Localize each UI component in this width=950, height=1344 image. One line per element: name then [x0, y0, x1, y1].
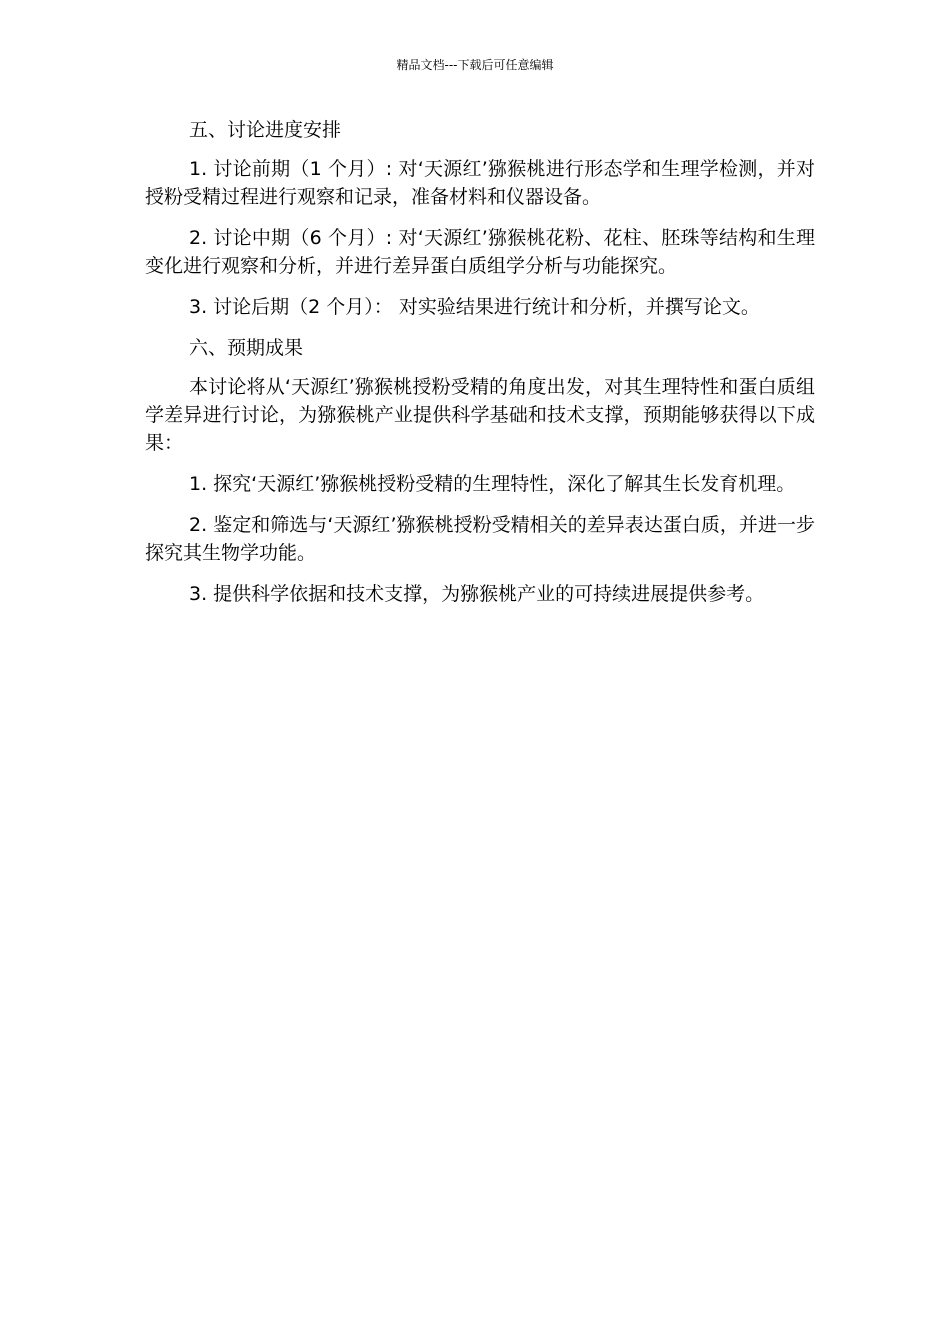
schedule-item-middle: 2. 讨论中期（6 个月）: 对‘天源红’猕猴桃花粉、花柱、胚珠等结构和生理变化进行观察和分析，并进行差异蛋白质组学分析与功能探究。 [145, 227, 815, 277]
section-heading-results: 六、预期成果 [189, 337, 304, 359]
schedule-item-late: 3. 讨论后期（2 个月）： 对实验结果进行统计和分析，并撰写论文。 [189, 296, 760, 318]
result-item-1: 1. 探究‘天源红’猕猴桃授粉受精的生理特性，深化了解其生长发育机理。 [189, 473, 796, 495]
result-item-3: 3. 提供科学依据和技术支撑，为猕猴桃产业的可持续进展提供参考。 [189, 583, 765, 605]
results-intro: 本讨论将从‘天源红’猕猴桃授粉受精的角度出发，对其生理特性和蛋白质组学差异进行讨论，为猕猴桃产业提供科学基础和技术支撑，预期能够获得以下成果： [145, 376, 815, 454]
section-heading-schedule: 五、讨论进度安排 [189, 119, 342, 141]
page-header: 精品文档---下载后可任意编辑 [396, 58, 554, 72]
schedule-item-early: 1. 讨论前期（1 个月）: 对‘天源红’猕猴桃进行形态学和生理学检测，并对授粉受精过程进行观察和记录，准备材料和仪器设备。 [145, 158, 815, 208]
document-body [145, 116, 815, 621]
result-item-2: 2. 鉴定和筛选与‘天源红’猕猴桃授粉受精相关的差异表达蛋白质，并进一步探究其生物学功能。 [145, 514, 815, 564]
